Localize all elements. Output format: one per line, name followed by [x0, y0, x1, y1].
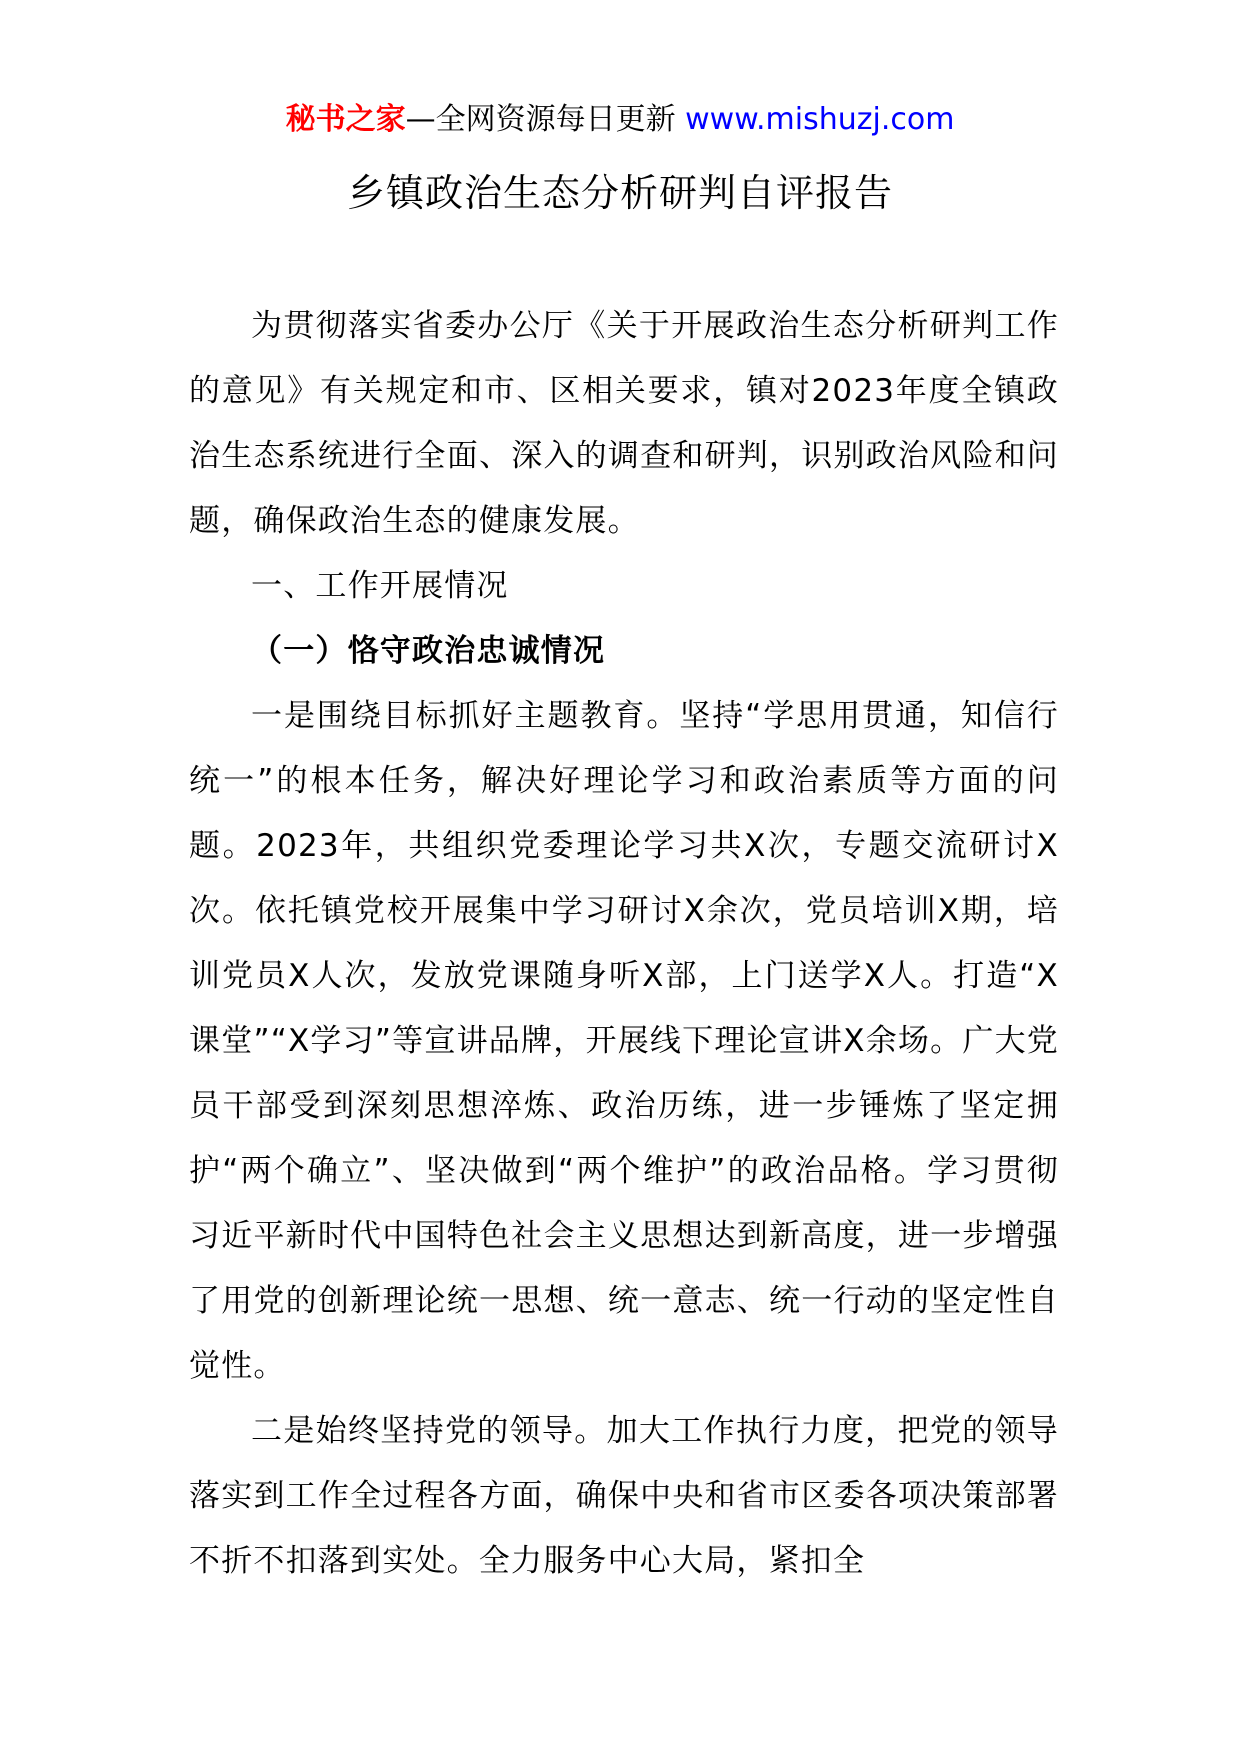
- site-url: www.mishuzj.com: [685, 102, 955, 137]
- body-paragraph: 二是始终坚持党的领导。加大工作执行力度，把党的领导落实到工作全过程各方面，确保中央和省市区委各项决策部署不折不扣落到实处。全力服务中心大局，紧扣全: [189, 1413, 1059, 1579]
- subsection-heading: （一）恪守政治忠诚情况: [251, 633, 606, 669]
- intro-paragraph: 为贯彻落实省委办公厅《关于开展政治生态分析研判工作的意见》有关规定和市、区相关要求，镇对2023年度全镇政治生态系统进行全面、深入的调查和研判，识别政治风险和问题，确保政治生态的健康发展。: [189, 308, 1059, 539]
- document-title: 乡镇政治生态分析研判自评报告: [346, 171, 893, 215]
- document-body: [189, 294, 1059, 1594]
- brand-name: 秘书之家: [285, 102, 406, 137]
- section-heading: 一、工作开展情况: [251, 568, 509, 604]
- header-tagline: —全网资源每日更新: [405, 102, 676, 137]
- body-paragraph: 一是围绕目标抓好主题教育。坚持“学思用贯通，知信行统一”的根本任务，解决好理论学习和政治素质等方面的问题。2023年，共组织党委理论学习共X次，专题交流研讨X次。依托镇党校开展集中学习研讨X余次，党员培训X期，培训党员X人次，发放党课随身听X部，上门送学X人。打造“X课堂”“X学习”等宣讲品牌，开展线下理论宣讲X余场。广大党员干部受到深刻思想淬炼、政治历练，进一步锤炼了坚定拥护“两个确立”、坚决做到“两个维护”的政治品格。学习贯彻习近平新时代中国特色社会主义思想达到新高度，进一步增强了用党的创新理论统一思想、统一意志、统一行动的坚定性自觉性。: [189, 698, 1059, 1384]
- watermark-header: [0, 100, 1240, 140]
